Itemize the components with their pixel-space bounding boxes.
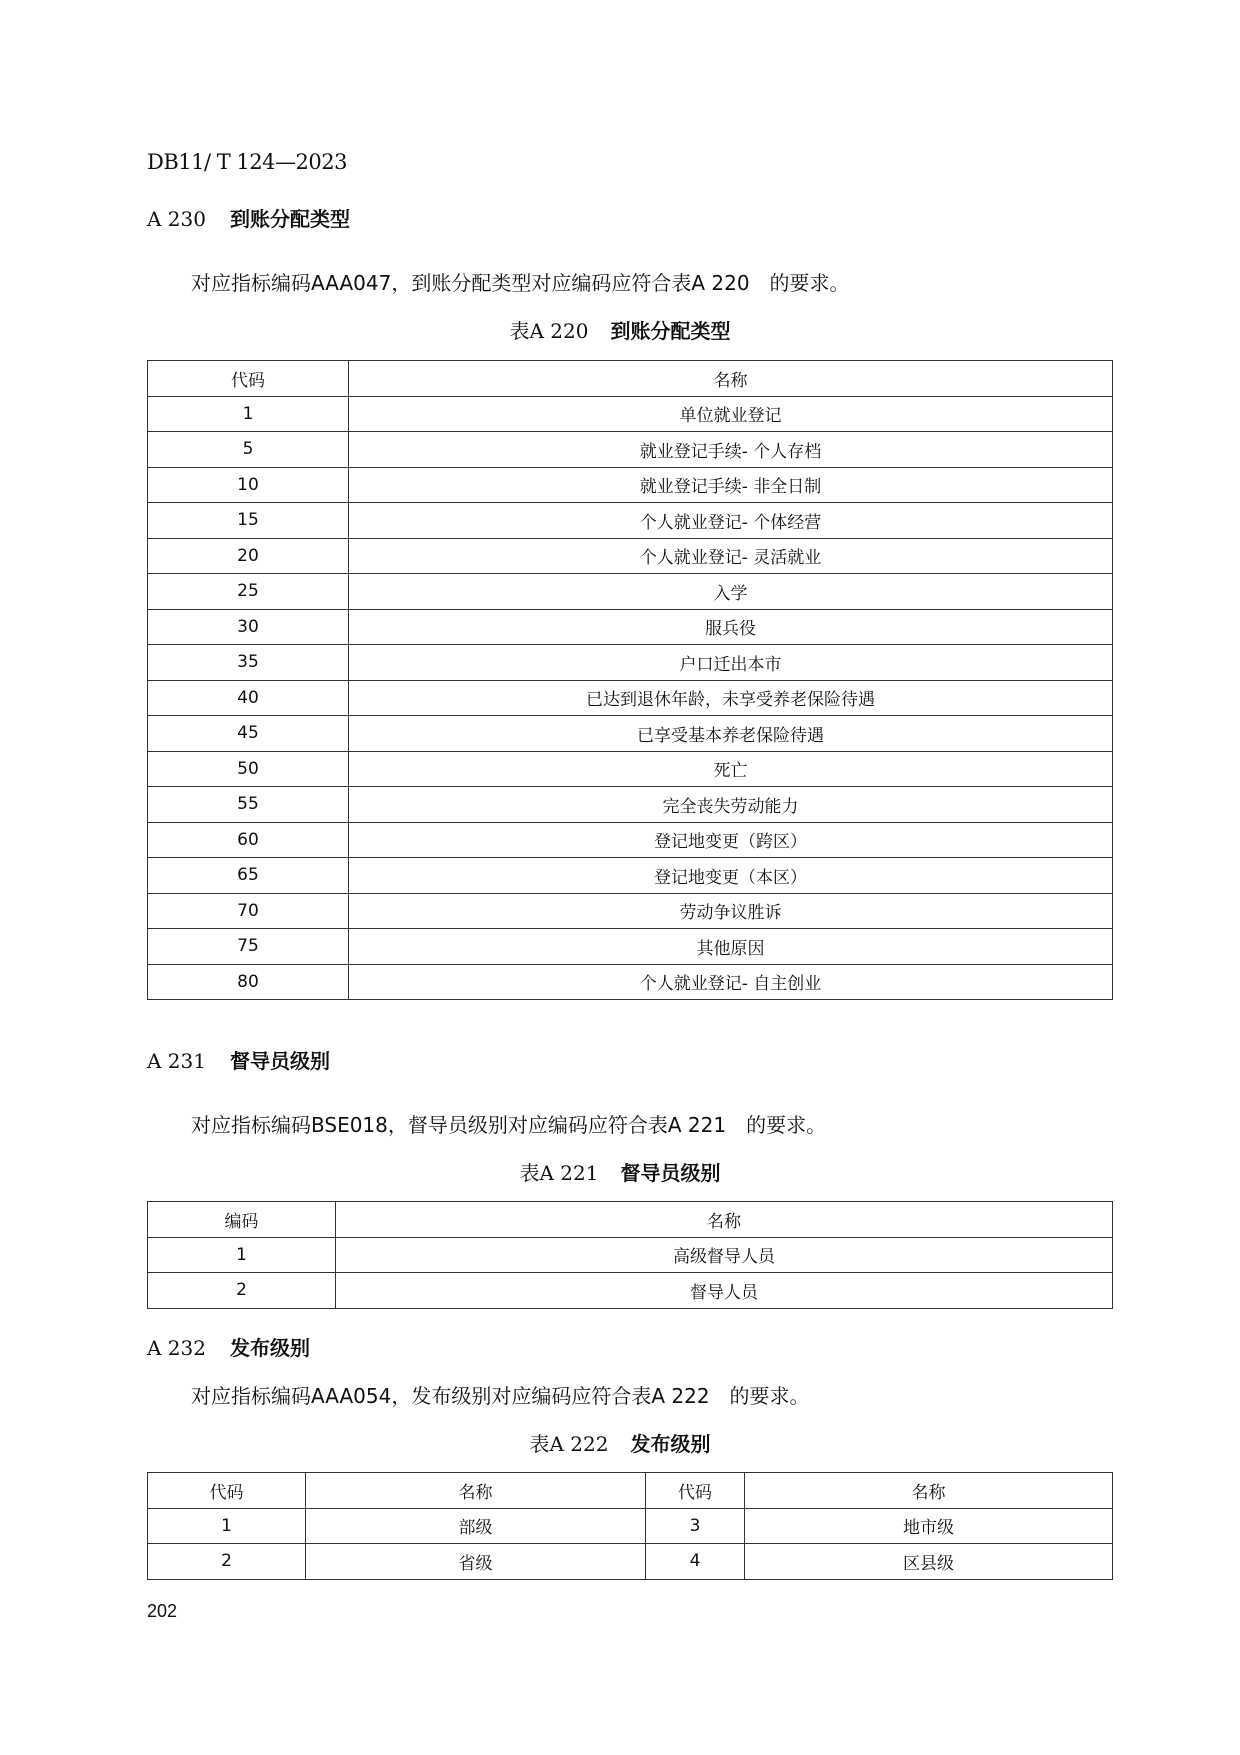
table-caption-title: 发布级别 (630, 1432, 711, 1456)
table-cell: 已达到退休年龄，未享受养老保险待遇 (349, 680, 1113, 716)
table-row (148, 574, 1113, 610)
table-caption (0, 1428, 1240, 1457)
table-row (148, 787, 1113, 823)
column-header: 代码 (148, 361, 349, 397)
table-caption-number: 表A 222 (529, 1432, 609, 1456)
table-row (148, 538, 1113, 574)
table-cell: 15 (148, 503, 349, 539)
table-caption-number: 表A 221 (519, 1161, 599, 1185)
table-cell: 55 (148, 787, 349, 823)
table-cell: 2 (148, 1544, 306, 1580)
table-cell: 30 (148, 609, 349, 645)
page-number: 202 (147, 1601, 178, 1621)
table-cell: 1 (148, 1508, 306, 1544)
section-heading (147, 1045, 330, 1074)
section-paragraph: 对应指标编码AAA047，到账分配类型对应编码应符合表A 220 的要求。 (191, 271, 850, 295)
table-cell: 高级督导人员 (336, 1237, 1113, 1273)
table-row (148, 609, 1113, 645)
table-cell: 个人就业登记- 自主创业 (349, 964, 1113, 1000)
column-header: 名称 (745, 1473, 1113, 1509)
table-cell: 20 (148, 538, 349, 574)
table-cell: 入学 (349, 574, 1113, 610)
section-paragraph: 对应指标编码AAA054，发布级别对应编码应符合表A 222 的要求。 (191, 1384, 810, 1408)
table-row (148, 822, 1113, 858)
table-caption (0, 1157, 1240, 1186)
table-cell: 区县级 (745, 1544, 1113, 1580)
table-cell: 死亡 (349, 751, 1113, 787)
table-row (148, 645, 1113, 681)
table-caption-title: 到账分配类型 (610, 319, 731, 343)
table-row (148, 680, 1113, 716)
table-cell: 其他原因 (349, 929, 1113, 965)
table-row (148, 1544, 1113, 1580)
table-row (148, 716, 1113, 752)
table-cell: 70 (148, 893, 349, 929)
table-cell: 地市级 (745, 1508, 1113, 1544)
table-row (148, 1237, 1113, 1273)
table-cell: 75 (148, 929, 349, 965)
column-header: 名称 (306, 1473, 646, 1509)
table-cell: 完全丧失劳动能力 (349, 787, 1113, 823)
table-cell: 个人就业登记- 灵活就业 (349, 538, 1113, 574)
table-release-level (147, 1472, 1113, 1580)
table-cell: 部级 (306, 1508, 646, 1544)
section-heading (147, 1332, 310, 1361)
table-header-row (148, 361, 1113, 397)
table-row (148, 929, 1113, 965)
table-header-row (148, 1473, 1113, 1509)
table-supervisor-level (147, 1201, 1113, 1309)
table-cell: 单位就业登记 (349, 396, 1113, 432)
table-row (148, 1273, 1113, 1309)
table-arrival-allocation-type (147, 360, 1113, 1000)
table-caption-title: 督导员级别 (620, 1161, 721, 1185)
table-cell: 5 (148, 432, 349, 468)
table-header-row (148, 1202, 1113, 1238)
table-cell: 就业登记手续- 个人存档 (349, 432, 1113, 468)
table-row (148, 893, 1113, 929)
table-row (148, 858, 1113, 894)
table-row (148, 432, 1113, 468)
table-cell: 4 (646, 1544, 745, 1580)
table-cell: 2 (148, 1273, 336, 1309)
section-title: 督导员级别 (229, 1049, 330, 1073)
table-cell: 60 (148, 822, 349, 858)
table-cell: 户口迁出本市 (349, 645, 1113, 681)
table-cell: 1 (148, 1237, 336, 1273)
column-header: 代码 (148, 1473, 306, 1509)
section-title: 到账分配类型 (229, 207, 350, 231)
section-paragraph: 对应指标编码BSE018，督导员级别对应编码应符合表A 221 的要求。 (191, 1113, 827, 1137)
table-cell: 登记地变更（本区） (349, 858, 1113, 894)
table-cell: 督导人员 (336, 1273, 1113, 1309)
column-header: 代码 (646, 1473, 745, 1509)
table-row (148, 396, 1113, 432)
table-row (148, 467, 1113, 503)
table-cell: 50 (148, 751, 349, 787)
table-caption (0, 315, 1240, 344)
table-cell: 25 (148, 574, 349, 610)
table-row (148, 964, 1113, 1000)
table-row (148, 503, 1113, 539)
section-number: A 232 (147, 1336, 206, 1360)
section-heading (147, 203, 350, 232)
table-cell: 就业登记手续- 非全日制 (349, 467, 1113, 503)
column-header: 名称 (349, 361, 1113, 397)
table-cell: 1 (148, 396, 349, 432)
table-cell: 劳动争议胜诉 (349, 893, 1113, 929)
section-number: A 230 (147, 207, 206, 231)
table-caption-number: 表A 220 (509, 319, 589, 343)
table-cell: 45 (148, 716, 349, 752)
table-cell: 服兵役 (349, 609, 1113, 645)
table-cell: 3 (646, 1508, 745, 1544)
column-header: 编码 (148, 1202, 336, 1238)
table-cell: 10 (148, 467, 349, 503)
table-cell: 登记地变更（跨区） (349, 822, 1113, 858)
table-cell: 省级 (306, 1544, 646, 1580)
table-row (148, 751, 1113, 787)
section-title: 发布级别 (229, 1336, 310, 1360)
table-cell: 80 (148, 964, 349, 1000)
column-header: 名称 (336, 1202, 1113, 1238)
table-cell: 个人就业登记- 个体经营 (349, 503, 1113, 539)
document-id: DB11/ T 124—2023 (147, 150, 347, 174)
table-cell: 已享受基本养老保险待遇 (349, 716, 1113, 752)
table-row (148, 1508, 1113, 1544)
section-number: A 231 (147, 1049, 206, 1073)
table-cell: 65 (148, 858, 349, 894)
table-cell: 35 (148, 645, 349, 681)
table-cell: 40 (148, 680, 349, 716)
